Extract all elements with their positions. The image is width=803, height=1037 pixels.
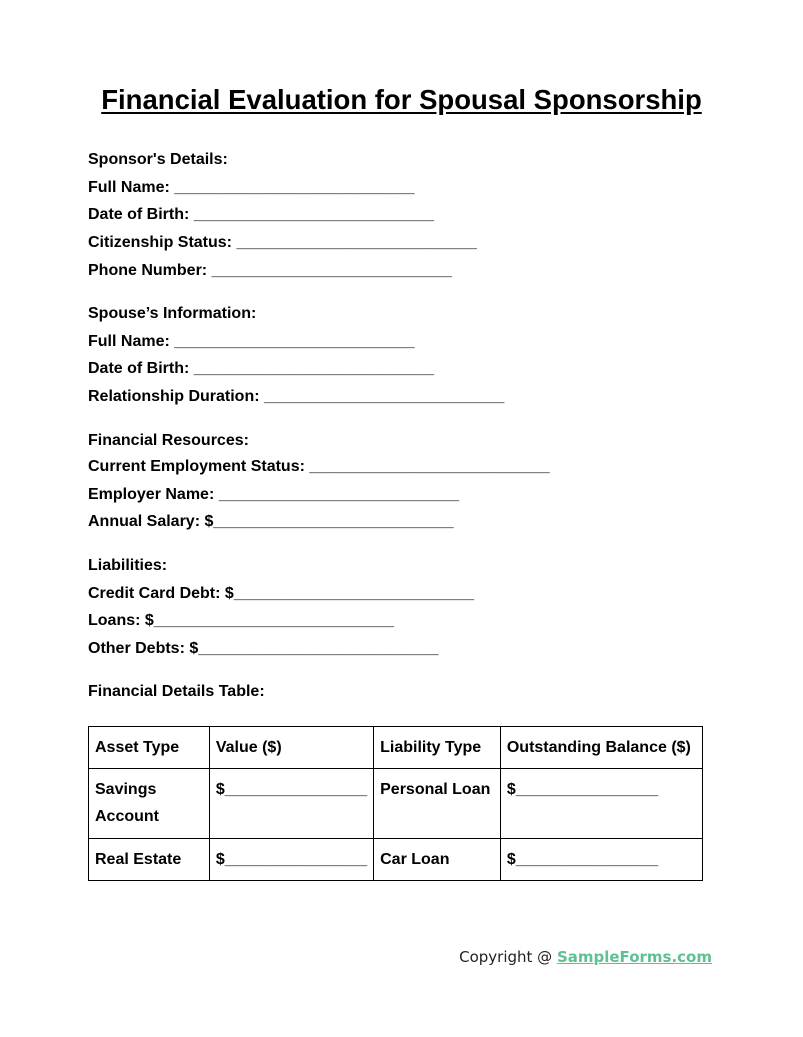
field-loans[interactable]: Loans: $___________________________: [88, 612, 395, 629]
field-employer-name[interactable]: Employer Name: ___________________________: [88, 486, 459, 503]
table-header-cell: Asset Type: [89, 727, 210, 769]
field-spouse-full-name[interactable]: Full Name: ___________________________: [88, 333, 415, 350]
section-heading-spouse: Spouse’s Information:: [88, 305, 257, 322]
table-cell-input[interactable]: $________________: [500, 839, 702, 881]
table-cell: Car Loan: [374, 839, 501, 881]
field-credit-card-debt[interactable]: Credit Card Debt: $___________________________: [88, 585, 475, 602]
table-cell-input[interactable]: $________________: [209, 769, 373, 839]
table-cell: Savings Account: [89, 769, 210, 839]
section-heading-liabilities: Liabilities:: [88, 557, 168, 574]
field-sponsor-dob[interactable]: Date of Birth: ___________________________: [88, 206, 435, 223]
field-spouse-dob[interactable]: Date of Birth: ___________________________: [88, 360, 435, 377]
section-heading-sponsor: Sponsor's Details:: [88, 151, 228, 168]
page-title: Financial Evaluation for Spousal Sponsorship: [101, 84, 702, 115]
financial-details-table: [88, 726, 703, 881]
field-relationship-duration[interactable]: Relationship Duration: ___________________________: [88, 388, 505, 405]
table-cell: Real Estate: [89, 839, 210, 881]
brand-link[interactable]: SampleForms.com: [556, 948, 712, 966]
field-annual-salary[interactable]: Annual Salary: $___________________________: [88, 513, 454, 530]
field-sponsor-full-name[interactable]: Full Name: ___________________________: [88, 179, 415, 196]
table-row: [89, 769, 703, 839]
table-row: [89, 839, 703, 881]
table-cell-input[interactable]: $________________: [500, 769, 702, 839]
copyright-footer: [459, 948, 712, 966]
table-header-cell: Liability Type: [374, 727, 501, 769]
field-other-debts[interactable]: Other Debts: $___________________________: [88, 640, 439, 657]
section-heading-resources: Financial Resources:: [88, 432, 249, 449]
section-heading-table: Financial Details Table:: [88, 683, 265, 700]
copyright-prefix: Copyright @: [459, 948, 557, 966]
table-cell: Personal Loan: [374, 769, 501, 839]
table-cell-input[interactable]: $________________: [209, 839, 373, 881]
table-header-row: [89, 727, 703, 769]
table-header-cell: Value ($): [209, 727, 373, 769]
field-sponsor-phone[interactable]: Phone Number: ___________________________: [88, 262, 452, 279]
field-sponsor-citizenship[interactable]: Citizenship Status: ___________________________: [88, 234, 477, 251]
table-header-cell: Outstanding Balance ($): [500, 727, 702, 769]
field-employment-status[interactable]: Current Employment Status: ___________________________: [88, 458, 550, 475]
